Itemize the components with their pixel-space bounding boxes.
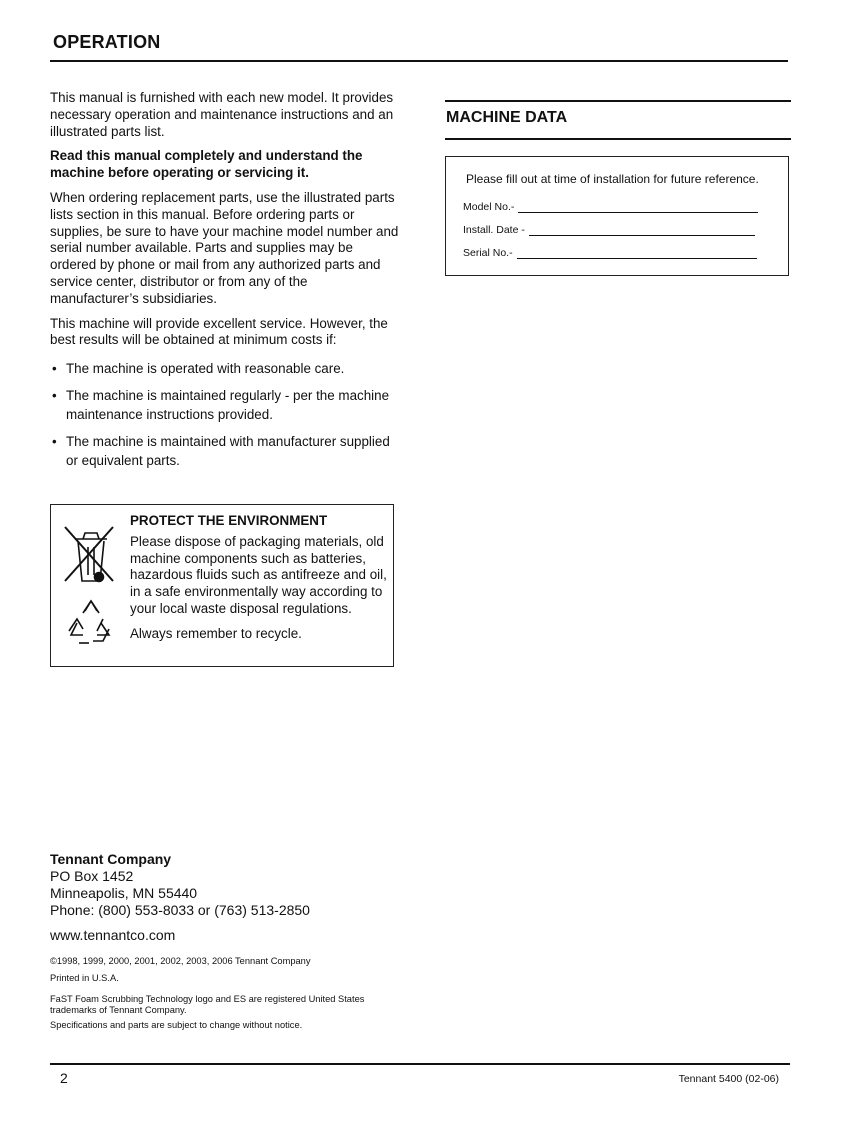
machine-data-divider-bottom <box>445 138 791 140</box>
ordering-paragraph: When ordering replacement parts, use the illustrated parts lists section in this manual. Before ordering parts or supplies, be sure to have your machine model number and serial number available. Parts and supplies may be ordered by phone or mail from any authorized parts and service center, distributor or from any of the manufacturer’s subsidiaries. <box>50 189 399 306</box>
page-title: OPERATION <box>53 32 161 52</box>
bullet-icon: • <box>52 434 57 450</box>
environment-body: Please dispose of packaging materials, old machine components such as batteries, hazardous fluids such as antifreeze and oil, in a safe environmentally way according to your local waste disposal regulations. <box>130 533 387 616</box>
environment-title: PROTECT THE ENVIRONMENT <box>130 513 328 528</box>
company-phone: Phone: (800) 553-8033 or (763) 513-2850 <box>50 902 310 918</box>
machine-data-title: MACHINE DATA <box>446 109 568 126</box>
machine-data-note: Please fill out at time of installation for future reference. <box>466 172 759 186</box>
page-number: 2 <box>60 1070 68 1086</box>
install-date-field[interactable] <box>463 224 755 236</box>
printed-in-text: Printed in U.S.A. <box>50 973 119 983</box>
company-address-line2: Minneapolis, MN 55440 <box>50 885 198 901</box>
intro-section <box>50 90 400 478</box>
bullet-icon: • <box>52 361 57 377</box>
intro-paragraph: This manual is furnished with each new model. It provides necessary operation and maintenance instructions and an illustrated parts list. <box>50 90 394 139</box>
environment-icons <box>61 519 121 659</box>
model-number-label: Model No.- <box>463 201 515 213</box>
list-item: • The machine is maintained with manufacturer supplied or equivalent parts. <box>52 434 390 469</box>
serial-number-field[interactable] <box>463 247 757 259</box>
list-item: • The machine is maintained regularly - per the machine maintenance instructions provided. <box>52 388 390 423</box>
recycle-icon <box>69 601 109 643</box>
disclaimer-text: Specifications and parts are subject to change without notice. <box>50 1020 303 1030</box>
environment-notice <box>50 504 394 667</box>
footer-divider <box>50 1063 790 1065</box>
recycle-reminder: Always remember to recycle. <box>130 625 302 641</box>
machine-data-form <box>445 156 789 276</box>
install-date-line[interactable] <box>529 224 755 236</box>
model-number-line[interactable] <box>518 201 758 213</box>
list-item: • The machine is operated with reasonable care. <box>52 361 345 377</box>
company-address <box>50 851 310 919</box>
bullet-icon: • <box>52 388 57 404</box>
intro-warning: Read this manual completely and understand the machine before operating or servicing it. <box>50 148 363 181</box>
model-number-field[interactable] <box>463 201 758 213</box>
serial-number-label: Serial No.- <box>463 247 513 259</box>
environment-text <box>130 513 390 651</box>
conditions-list <box>50 359 400 470</box>
company-name: Tennant Company <box>50 851 172 867</box>
serial-number-line[interactable] <box>517 247 757 259</box>
crossed-out-bin-icon <box>65 527 113 582</box>
service-paragraph: This machine will provide excellent service. However, the best results will be obtained at minimum costs if: <box>50 315 388 348</box>
trademark-text: FaST Foam Scrubbing Technology logo and ES are registered United States trademarks of Tennant Company. <box>50 994 365 1015</box>
install-date-label: Install. Date - <box>463 224 525 236</box>
copyright-text: ©1998, 1999, 2000, 2001, 2002, 2003, 2006 Tennant Company <box>50 956 311 966</box>
header-divider <box>50 60 788 62</box>
machine-data-divider-top <box>445 100 791 102</box>
company-website-link[interactable]: www.tennantco.com <box>50 927 176 943</box>
document-reference: Tennant 5400 (02-06) <box>678 1073 779 1085</box>
company-address-line1: PO Box 1452 <box>50 868 134 884</box>
